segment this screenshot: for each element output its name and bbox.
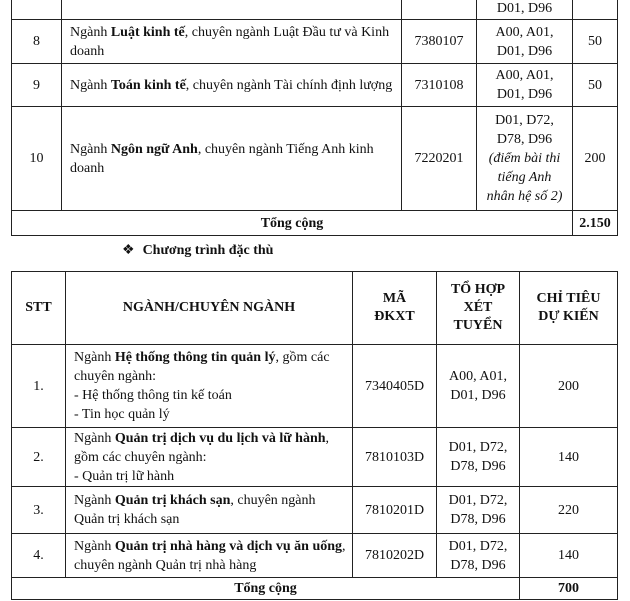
stt-cell: 3. xyxy=(12,487,66,534)
stt-cell: 9 xyxy=(12,64,62,107)
header-major: NGÀNH/CHUYÊN NGÀNH xyxy=(66,272,353,345)
section-heading xyxy=(122,242,273,259)
major-cell: Ngành Ngôn ngữ Anh, chuyên ngành Tiếng Anh kinh doanh xyxy=(62,107,402,211)
major-name: Quản trị nhà hàng và dịch vụ ăn uống xyxy=(114,538,343,554)
diamond-bullet-icon: ❖ xyxy=(122,243,135,258)
stt-cell: 4. xyxy=(12,534,66,578)
major-name: Toán kinh tế xyxy=(110,77,186,93)
major-cell xyxy=(62,0,402,20)
total-row xyxy=(12,578,618,600)
table-row xyxy=(12,428,618,487)
header-stt: STT xyxy=(12,272,66,345)
combo-cell: D01, D72, D78, D96 xyxy=(437,534,520,578)
code-cell: 7810201D xyxy=(353,487,437,534)
combo-cell: A00, A01, D01, D96 xyxy=(477,64,573,107)
major-cell: Ngành Quản trị nhà hàng và dịch vụ ăn uống, chuyên ngành Quản trị nhà hàng xyxy=(66,534,353,578)
quota-cell: 50 xyxy=(573,20,618,64)
total-row xyxy=(12,211,618,236)
quota-cell: 140 xyxy=(520,534,618,578)
header-quota: CHỈ TIÊU DỰ KIẾN xyxy=(520,272,618,345)
major-cell: Ngành Toán kinh tế, chuyên ngành Tài chính định lượng xyxy=(62,64,402,107)
combo-cell: D01, D96 xyxy=(477,0,573,20)
code-cell: 7220201 xyxy=(402,107,477,211)
table-row xyxy=(12,534,618,578)
code-cell xyxy=(402,0,477,20)
combo-cell: D01, D72, D78, D96 (điểm bài thi tiếng Anh nhân hệ số 2) xyxy=(477,107,573,211)
quota-cell: 220 xyxy=(520,487,618,534)
total-value: 700 xyxy=(520,578,618,600)
combo-cell: D01, D72, D78, D96 xyxy=(437,487,520,534)
major-name: Quản trị khách sạn xyxy=(114,493,231,508)
major-name: Quản trị dịch vụ du lịch và lữ hành xyxy=(114,430,326,446)
total-label: Tổng cộng xyxy=(12,578,520,600)
combo-note: nhân hệ số 2) xyxy=(486,189,563,204)
stt-cell: 1. xyxy=(12,345,66,428)
table-row xyxy=(12,345,618,428)
major-cell: Ngành Quản trị dịch vụ du lịch và lữ hành, gồm các chuyên ngành: - Quản trị lữ hành xyxy=(66,428,353,487)
table-row xyxy=(12,487,618,534)
total-label: Tổng cộng xyxy=(12,211,573,236)
admissions-table-regular xyxy=(11,0,618,236)
quota-cell: 50 xyxy=(573,64,618,107)
code-cell: 7340405D xyxy=(353,345,437,428)
combo-cell: D01, D72, D78, D96 xyxy=(437,428,520,487)
table-row xyxy=(12,107,618,211)
sub-major-item: - Hệ thống thông tin kế toán xyxy=(74,388,232,403)
combo-note: (điểm bài thi xyxy=(488,151,561,166)
sub-major-item: - Quản trị lữ hành xyxy=(74,468,175,484)
quota-cell: 200 xyxy=(573,107,618,211)
major-name: Hệ thống thông tin quản lý xyxy=(114,350,276,365)
table-row xyxy=(12,64,618,107)
combo-cell: A00, A01, D01, D96 xyxy=(477,20,573,64)
stt-cell: 10 xyxy=(12,107,62,211)
table-row xyxy=(12,0,618,20)
stt-cell xyxy=(12,0,62,20)
table-row xyxy=(12,20,618,64)
major-cell: Ngành Luật kinh tế, chuyên ngành Luật Đầu tư và Kinh doanh xyxy=(62,20,402,64)
header-code: MÃ ĐKXT xyxy=(353,272,437,345)
major-cell: Ngành Quản trị khách sạn, chuyên ngành Quản trị khách sạn xyxy=(66,487,353,534)
combo-cell: A00, A01, D01, D96 xyxy=(437,345,520,428)
admissions-table-special xyxy=(11,271,618,600)
stt-cell: 2. xyxy=(12,428,66,487)
major-name: Ngôn ngữ Anh xyxy=(110,141,198,157)
total-value: 2.150 xyxy=(573,211,618,236)
code-cell: 7810103D xyxy=(353,428,437,487)
major-name: Luật kinh tế xyxy=(110,24,185,40)
code-cell: 7310108 xyxy=(402,64,477,107)
quota-cell xyxy=(573,0,618,20)
quota-cell: 200 xyxy=(520,345,618,428)
sub-major-item: - Tin học quản lý xyxy=(74,407,170,422)
stt-cell: 8 xyxy=(12,20,62,64)
combo-note: tiếng Anh xyxy=(497,170,552,185)
table-header-row xyxy=(12,272,618,345)
header-combo: TỔ HỢP XÉT TUYỂN xyxy=(437,272,520,345)
code-cell: 7810202D xyxy=(353,534,437,578)
section-heading-text: Chương trình đặc thù xyxy=(142,243,274,258)
code-cell: 7380107 xyxy=(402,20,477,64)
quota-cell: 140 xyxy=(520,428,618,487)
major-cell: Ngành Hệ thống thông tin quản lý, gồm các chuyên ngành: - Hệ thống thông tin kế toán - Tin học quản lý xyxy=(66,345,353,428)
